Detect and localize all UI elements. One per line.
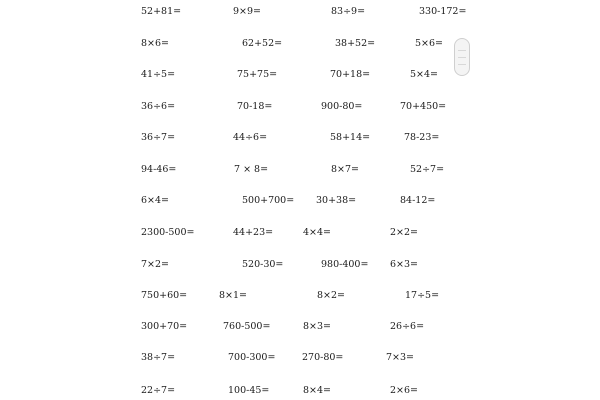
problem: 8×4= — [303, 385, 332, 396]
problem: 330-172= — [419, 6, 467, 17]
problem: 300+70= — [141, 321, 188, 332]
problem: 36÷6= — [141, 101, 176, 112]
problem: 38+52= — [335, 38, 376, 49]
problem: 58+14= — [330, 132, 371, 143]
problem: 7 × 8= — [234, 164, 269, 175]
problem: 8×7= — [331, 164, 360, 175]
problem: 9×9= — [233, 6, 262, 17]
problem: 70+450= — [400, 101, 447, 112]
problem: 84-12= — [400, 195, 436, 206]
problem: 83÷9= — [331, 6, 366, 17]
problem: 270-80= — [302, 352, 344, 363]
problem: 520-30= — [242, 259, 284, 270]
problem: 70+18= — [330, 69, 371, 80]
problem: 44÷6= — [233, 132, 268, 143]
problem: 8×1= — [219, 290, 248, 301]
problem: 8×3= — [303, 321, 332, 332]
problem: 8×6= — [141, 38, 170, 49]
problem: 70-18= — [237, 101, 273, 112]
problem: 30+38= — [316, 195, 357, 206]
problem: 4×4= — [303, 227, 332, 238]
problem: 8×2= — [317, 290, 346, 301]
problem: 26÷6= — [390, 321, 425, 332]
problem: 52+81= — [141, 6, 182, 17]
problem: 6×4= — [141, 195, 170, 206]
problem: 2×2= — [390, 227, 419, 238]
problem: 980-400= — [321, 259, 369, 270]
problem: 44+23= — [233, 227, 274, 238]
problem: 700-300= — [228, 352, 276, 363]
problem: 38÷7= — [141, 352, 176, 363]
problem: 7×2= — [141, 259, 170, 270]
problem: 2300-500= — [141, 227, 195, 238]
problem: 2×6= — [390, 385, 419, 396]
problem: 75+75= — [237, 69, 278, 80]
problem: 500+700= — [242, 195, 295, 206]
problem: 5×4= — [410, 69, 439, 80]
problem: 41÷5= — [141, 69, 176, 80]
scroll-handle-icon[interactable] — [454, 38, 470, 76]
problem: 5×6= — [415, 38, 444, 49]
problem: 94-46= — [141, 164, 177, 175]
problem: 17÷5= — [405, 290, 440, 301]
problem: 6×3= — [390, 259, 419, 270]
problem: 750+60= — [141, 290, 188, 301]
problem: 52÷7= — [410, 164, 445, 175]
problem: 7×3= — [386, 352, 415, 363]
problem: 78-23= — [404, 132, 440, 143]
problem: 100-45= — [228, 385, 270, 396]
problem: 900-80= — [321, 101, 363, 112]
problem: 36÷7= — [141, 132, 176, 143]
problem: 22÷7= — [141, 385, 176, 396]
problem: 62+52= — [242, 38, 283, 49]
problem: 760-500= — [223, 321, 271, 332]
